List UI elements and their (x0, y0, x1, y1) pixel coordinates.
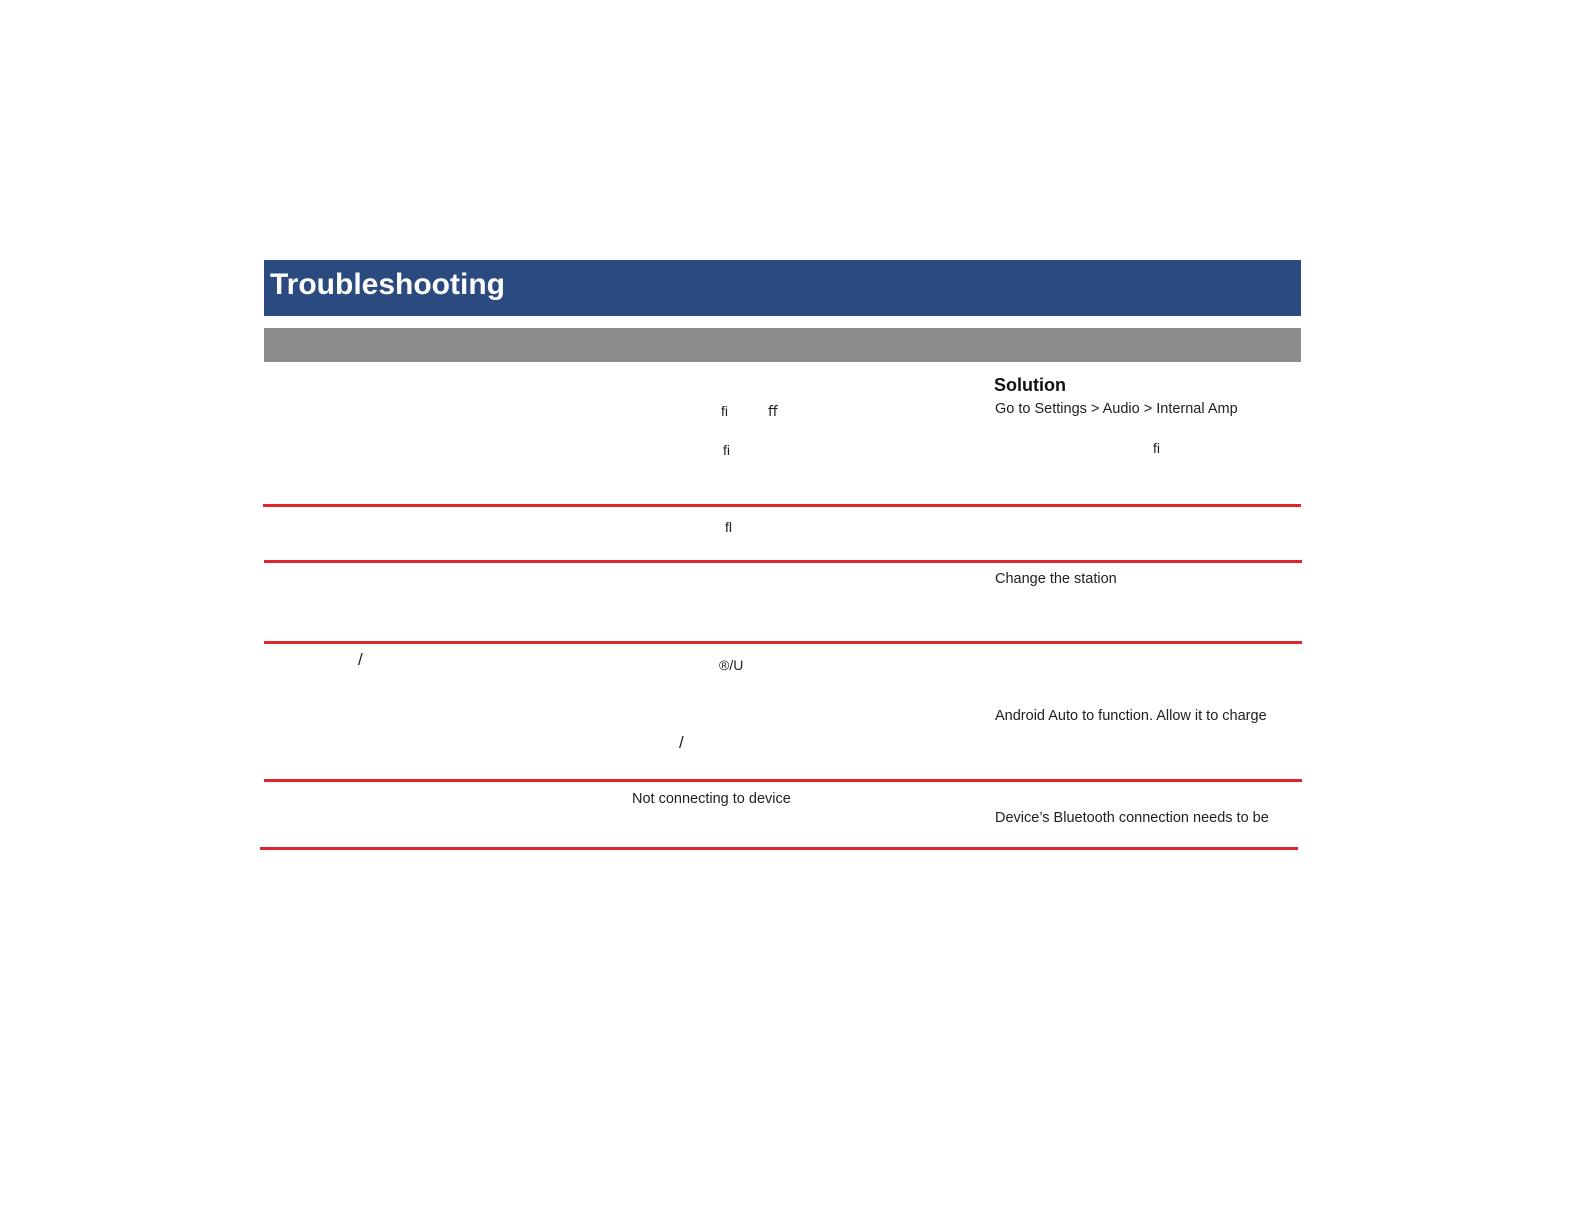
problem-fragment: / (358, 650, 363, 669)
title-bar (264, 260, 1301, 316)
cause-fragment: ﬀ (768, 403, 778, 419)
cause-fragment: / (679, 733, 684, 752)
table-header-bar (264, 328, 1301, 362)
row-divider (263, 504, 1301, 507)
cause-fragment: ﬂ (725, 519, 732, 535)
cause-text: Not connecting to device (632, 791, 791, 807)
solution-column-heading: Solution (994, 375, 1066, 395)
row-divider (264, 560, 1302, 563)
cause-fragment: ﬁ (721, 403, 728, 419)
solution-text: Device’s Bluetooth connection needs to be (995, 810, 1269, 826)
row-divider (264, 779, 1302, 782)
solution-text: Android Auto to function. Allow it to charge (995, 708, 1267, 724)
cause-fragment: ®/U (719, 657, 744, 673)
solution-text: Go to Settings > Audio > Internal Amp (995, 401, 1238, 417)
solution-fragment: ﬁ (1153, 440, 1160, 456)
row-divider (260, 847, 1298, 850)
row-divider (264, 641, 1302, 644)
page-title: Troubleshooting (270, 268, 505, 301)
solution-text: Change the station (995, 571, 1117, 587)
cause-fragment: ﬁ (723, 442, 730, 458)
